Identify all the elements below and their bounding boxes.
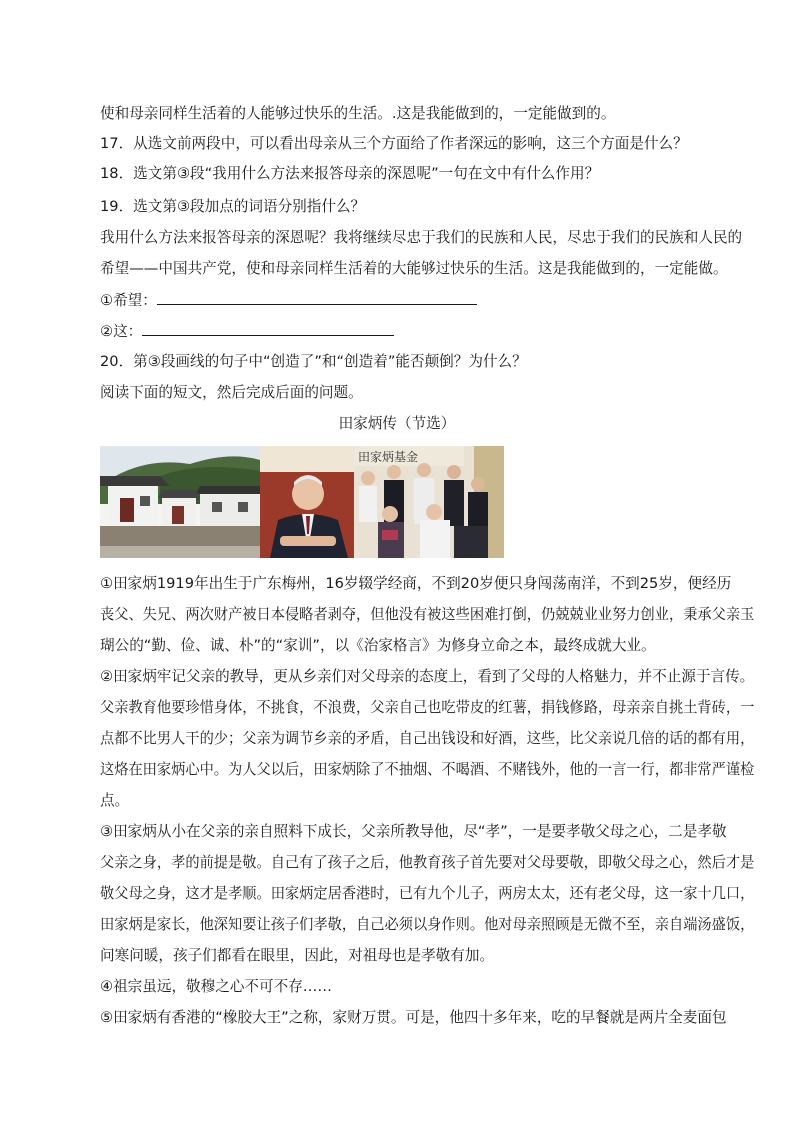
article-line: 田家炳是家长，他深知要让孩子们孝敬，自己必须以身作则。他对母亲照顾是无微不至，亲自端汤盛饭，: [100, 916, 755, 933]
article-line: 问寒问暖，孩子们都看在眼里，因此，对祖母也是孝敬有加。: [100, 947, 495, 964]
article-line: 点。: [100, 792, 130, 809]
house-photo: [100, 446, 260, 558]
blank-label: ①希望：: [100, 292, 157, 309]
portrait-photo: [260, 446, 354, 558]
blank-line-2: [100, 321, 394, 342]
article-line: 父亲教育他要珍惜身体，不挑食，不浪费，父亲自己也吃带皮的红薯，捐钱修路，母亲亲自挑土背砖，一: [100, 699, 755, 716]
question-20: 20．第③段画线的句子中“创造了”和“创造着”能否颠倒？为什么？: [100, 353, 527, 370]
article-line: 点都不比男人干的少；父亲为调节乡亲的矛盾，自己出钱设和好酒，这些，比父亲说几倍的话的都有用，: [100, 730, 755, 747]
answer-blank[interactable]: [142, 321, 394, 336]
article-line: 敬父母之身，这才是孝顺。田家炳定居香港时，已有九个儿子，两房太太，还有老父母，这一家十几口，: [100, 885, 755, 902]
article-title: 田家炳传（节选）: [338, 415, 456, 432]
photo-sign-text: 田家炳基金: [358, 450, 419, 464]
quote-line: 我用什么方法来报答母亲的深恩呢？我将继续尽忠于我们的民族和人民，尽忠于我们的民族和人民的: [100, 229, 743, 246]
article-line: 丧父、失兄、两次财产被日本侵略者剥夺，但他没有被这些困难打倒，仍兢兢业业努力创业，秉承父亲玉: [100, 606, 755, 623]
quote-line: 希望——中国共产党，使和母亲同样生活着的大能够过快乐的生活。这是我能做到的，一定能做。: [100, 260, 728, 277]
article-line: ①田家炳1919年出生于广东梅州，16岁辍学经商，不到20岁便只身闯荡南洋，不到25岁，便经历: [100, 575, 732, 592]
article-line: ②田家炳牢记父亲的教导，更从乡亲们对父母亲的态度上，看到了父母的人格魅力，并不止源于言传。: [100, 668, 755, 685]
article-line: 这烙在田家炳心中。为人父以后，田家炳除了不抽烟、不喝酒、不赌钱外，他的一言一行，都非常严谨检: [100, 761, 755, 778]
photo-strip: [100, 446, 504, 558]
article-line: ③田家炳从小在父亲的亲自照料下成长，父亲所教导他，尽“孝”，一是要孝敬父母之心，二是孝敬: [100, 823, 727, 840]
article-line: 瑚公的“勤、俭、诚、朴”的“家训”，以《治家格言》为修身立命之本，最终成就大业。: [100, 637, 656, 654]
blank-line-1: [100, 290, 477, 311]
blank-label: ②这：: [100, 323, 143, 340]
family-photo: [354, 446, 504, 558]
reading-intro: 阅读下面的短文，然后完成后面的问题。: [100, 384, 363, 401]
question-19: 19．选文第③段加点的词语分别指什么？: [100, 198, 366, 215]
text-line: 使和母亲同样生活着的人能够过快乐的生活。.这是我能做到的，一定能做到的。: [100, 105, 616, 122]
article-line: 父亲之身，孝的前提是敬。自己有了孩子之后，他教育孩子首先要对父母要敬，即敬父母之心，然后才是: [100, 854, 755, 871]
question-17: 17．从选文前两段中，可以看出母亲从三个方面给了作者深远的影响，这三个方面是什么？: [100, 135, 688, 152]
answer-blank[interactable]: [157, 290, 477, 305]
question-18: 18．选文第③段“我用什么方法来报答母亲的深恩呢”一句在文中有什么作用？: [100, 165, 600, 182]
article-line: ⑤田家炳有香港的“橡胶大王”之称，家财万贯。可是，他四十多年来，吃的早餐就是两片全麦面包: [100, 1009, 727, 1026]
article-line: ④祖宗虽远，敬穆之心不可不存……: [100, 978, 332, 995]
